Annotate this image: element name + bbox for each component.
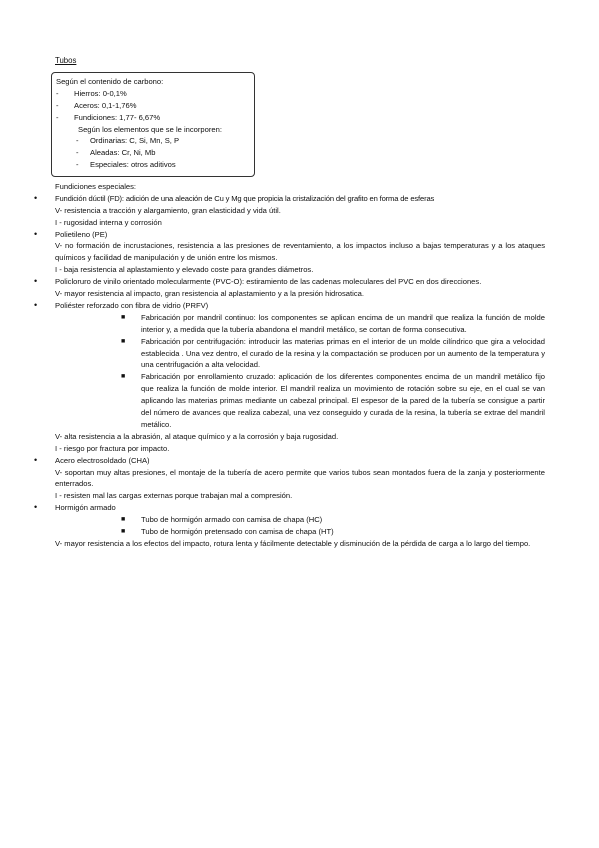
- sub-item: ■ Tubo de hormigón pretensado con camisa de chapa (HT): [121, 527, 334, 537]
- disadvantage-text: I - riesgo por fractura por impacto.: [55, 443, 170, 453]
- sub-item: ■ Fabricación por mandril continuo: los componentes se aplican encima de un mandril que realiza la función de molde interior y, a medida que la tubería abandona el mandril metálico, se cortan de forma consecutiva.: [121, 312, 545, 334]
- sub-item: ■ Fabricación por centrifugación: introducir las materias primas en el interior de un molde cilíndrico que gira a velocidad establecida . Una vez dentro, el curado de la resina y la compactación se producen por un aumento de la temperatura y una centrifugación a alta velocidad.: [121, 336, 545, 370]
- box-subitem: - Ordinarias: C, Si, Mn, S, P: [76, 136, 180, 146]
- box-subitem: - Especiales: otros aditivos: [76, 160, 176, 170]
- list-item-ha: • Hormigón armado: [34, 502, 116, 513]
- box-subheading: Según los elementos que se le incorporen:: [78, 124, 222, 134]
- advantage-text: V- alta resistencia a la abrasión, al ataque químico y a la corrosión y baja rugosidad.: [55, 431, 339, 441]
- list-item-fd: • Fundición dúctil (FD): adición de una aleación de Cu y Mg que propicia la cristalización del grafito en forma de esferas: [34, 192, 435, 203]
- square-bullet-icon: ■: [121, 373, 126, 381]
- main-content: [0, 181, 599, 550]
- disadvantage-text: I - rugosidad interna y corrosión: [55, 217, 162, 227]
- box-subitem: - Aleadas: Cr, Ni, Mb: [76, 148, 156, 158]
- page-title: Tubos: [55, 56, 77, 65]
- list-item-cha: • Acero electrosoldado (CHA): [34, 454, 150, 465]
- advantage-text: V- mayor resistencia a los efectos del impacto, rotura lenta y fácilmente detectable y disminución de la pérdida de carga a lo largo del tiempo.: [55, 538, 531, 548]
- bullet-icon: •: [34, 228, 38, 239]
- bullet-icon: •: [34, 502, 38, 513]
- disadvantage-text: I - resisten mal las cargas externas porque trabajan mal a compresión.: [55, 491, 293, 501]
- dash-marker: -: [56, 112, 59, 122]
- disadvantage-text: I - baja resistencia al aplastamiento y elevado coste para grandes diámetros.: [55, 265, 314, 275]
- dash-marker: -: [56, 100, 59, 110]
- dash-marker: -: [76, 136, 79, 146]
- bullet-icon: •: [34, 192, 38, 203]
- dash-marker: -: [56, 88, 59, 98]
- box-heading: Según el contenido de carbono:: [56, 77, 164, 86]
- advantage-text: V- resistencia a tracción y alargamiento, gran elasticidad y vida útil.: [55, 205, 281, 215]
- sub-item: ■ Fabricación por enrollamiento cruzado: aplicación de los diferentes componentes encima de un mandril metálico fijo que realiza la función de molde interior. El mandril realiza un movimiento de rotación sobre su eje, en el cual se van aplicando las materias primas mediante un cabezal principal. El espesor de la pared de la tubería se consigue a partir del número de avances que realiza cabezal, una vez conseguido y curada de la resina, la tubería se extrae del mandril metálico.: [121, 372, 545, 429]
- square-bullet-icon: ■: [121, 313, 126, 321]
- bullet-icon: •: [34, 276, 38, 287]
- classification-box: [51, 72, 255, 177]
- box-item: - Hierros: 0-0,1%: [56, 88, 127, 98]
- square-bullet-icon: ■: [121, 528, 126, 536]
- advantage-text: V- no formación de incrustaciones, resistencia a las presiones de reventamiento, a los impactos incluso a bajas temperaturas y a los ataques químicos y facilidad de manipulación y de unión entre los mismos.: [55, 241, 545, 263]
- bullet-icon: •: [34, 454, 38, 465]
- advantage-text: V- soportan muy altas presiones, el montaje de la tubería de acero permite que varios tubos sean montados fuera de la zanja y posteriormente enterrados.: [55, 467, 545, 489]
- square-bullet-icon: ■: [121, 516, 126, 524]
- bullet-icon: •: [34, 299, 38, 310]
- section-heading: Fundiciones especiales:: [55, 182, 137, 191]
- list-item-pe: • Polietileno (PE): [34, 228, 108, 239]
- list-item-prfv: • Poliéster reforzado con fibra de vidrio (PRFV): [34, 299, 209, 310]
- list-item-pvco: • Policloruro de vinilo orientado molecularmente (PVC-O): estiramiento de las cadenas moleculares del PVC en dos direcciones.: [34, 276, 482, 287]
- box-item: - Fundiciones: 1,77- 6,67%: [56, 112, 161, 122]
- square-bullet-icon: ■: [121, 337, 126, 345]
- box-item: - Aceros: 0,1-1,76%: [56, 100, 137, 110]
- advantage-text: V- mayor resistencia al impacto, gran resistencia al aplastamiento y a la presión hidrosatica.: [55, 289, 364, 299]
- dash-marker: -: [76, 148, 79, 158]
- sub-item: ■ Tubo de hormigón armado con camisa de chapa (HC): [121, 515, 323, 525]
- dash-marker: -: [76, 160, 79, 170]
